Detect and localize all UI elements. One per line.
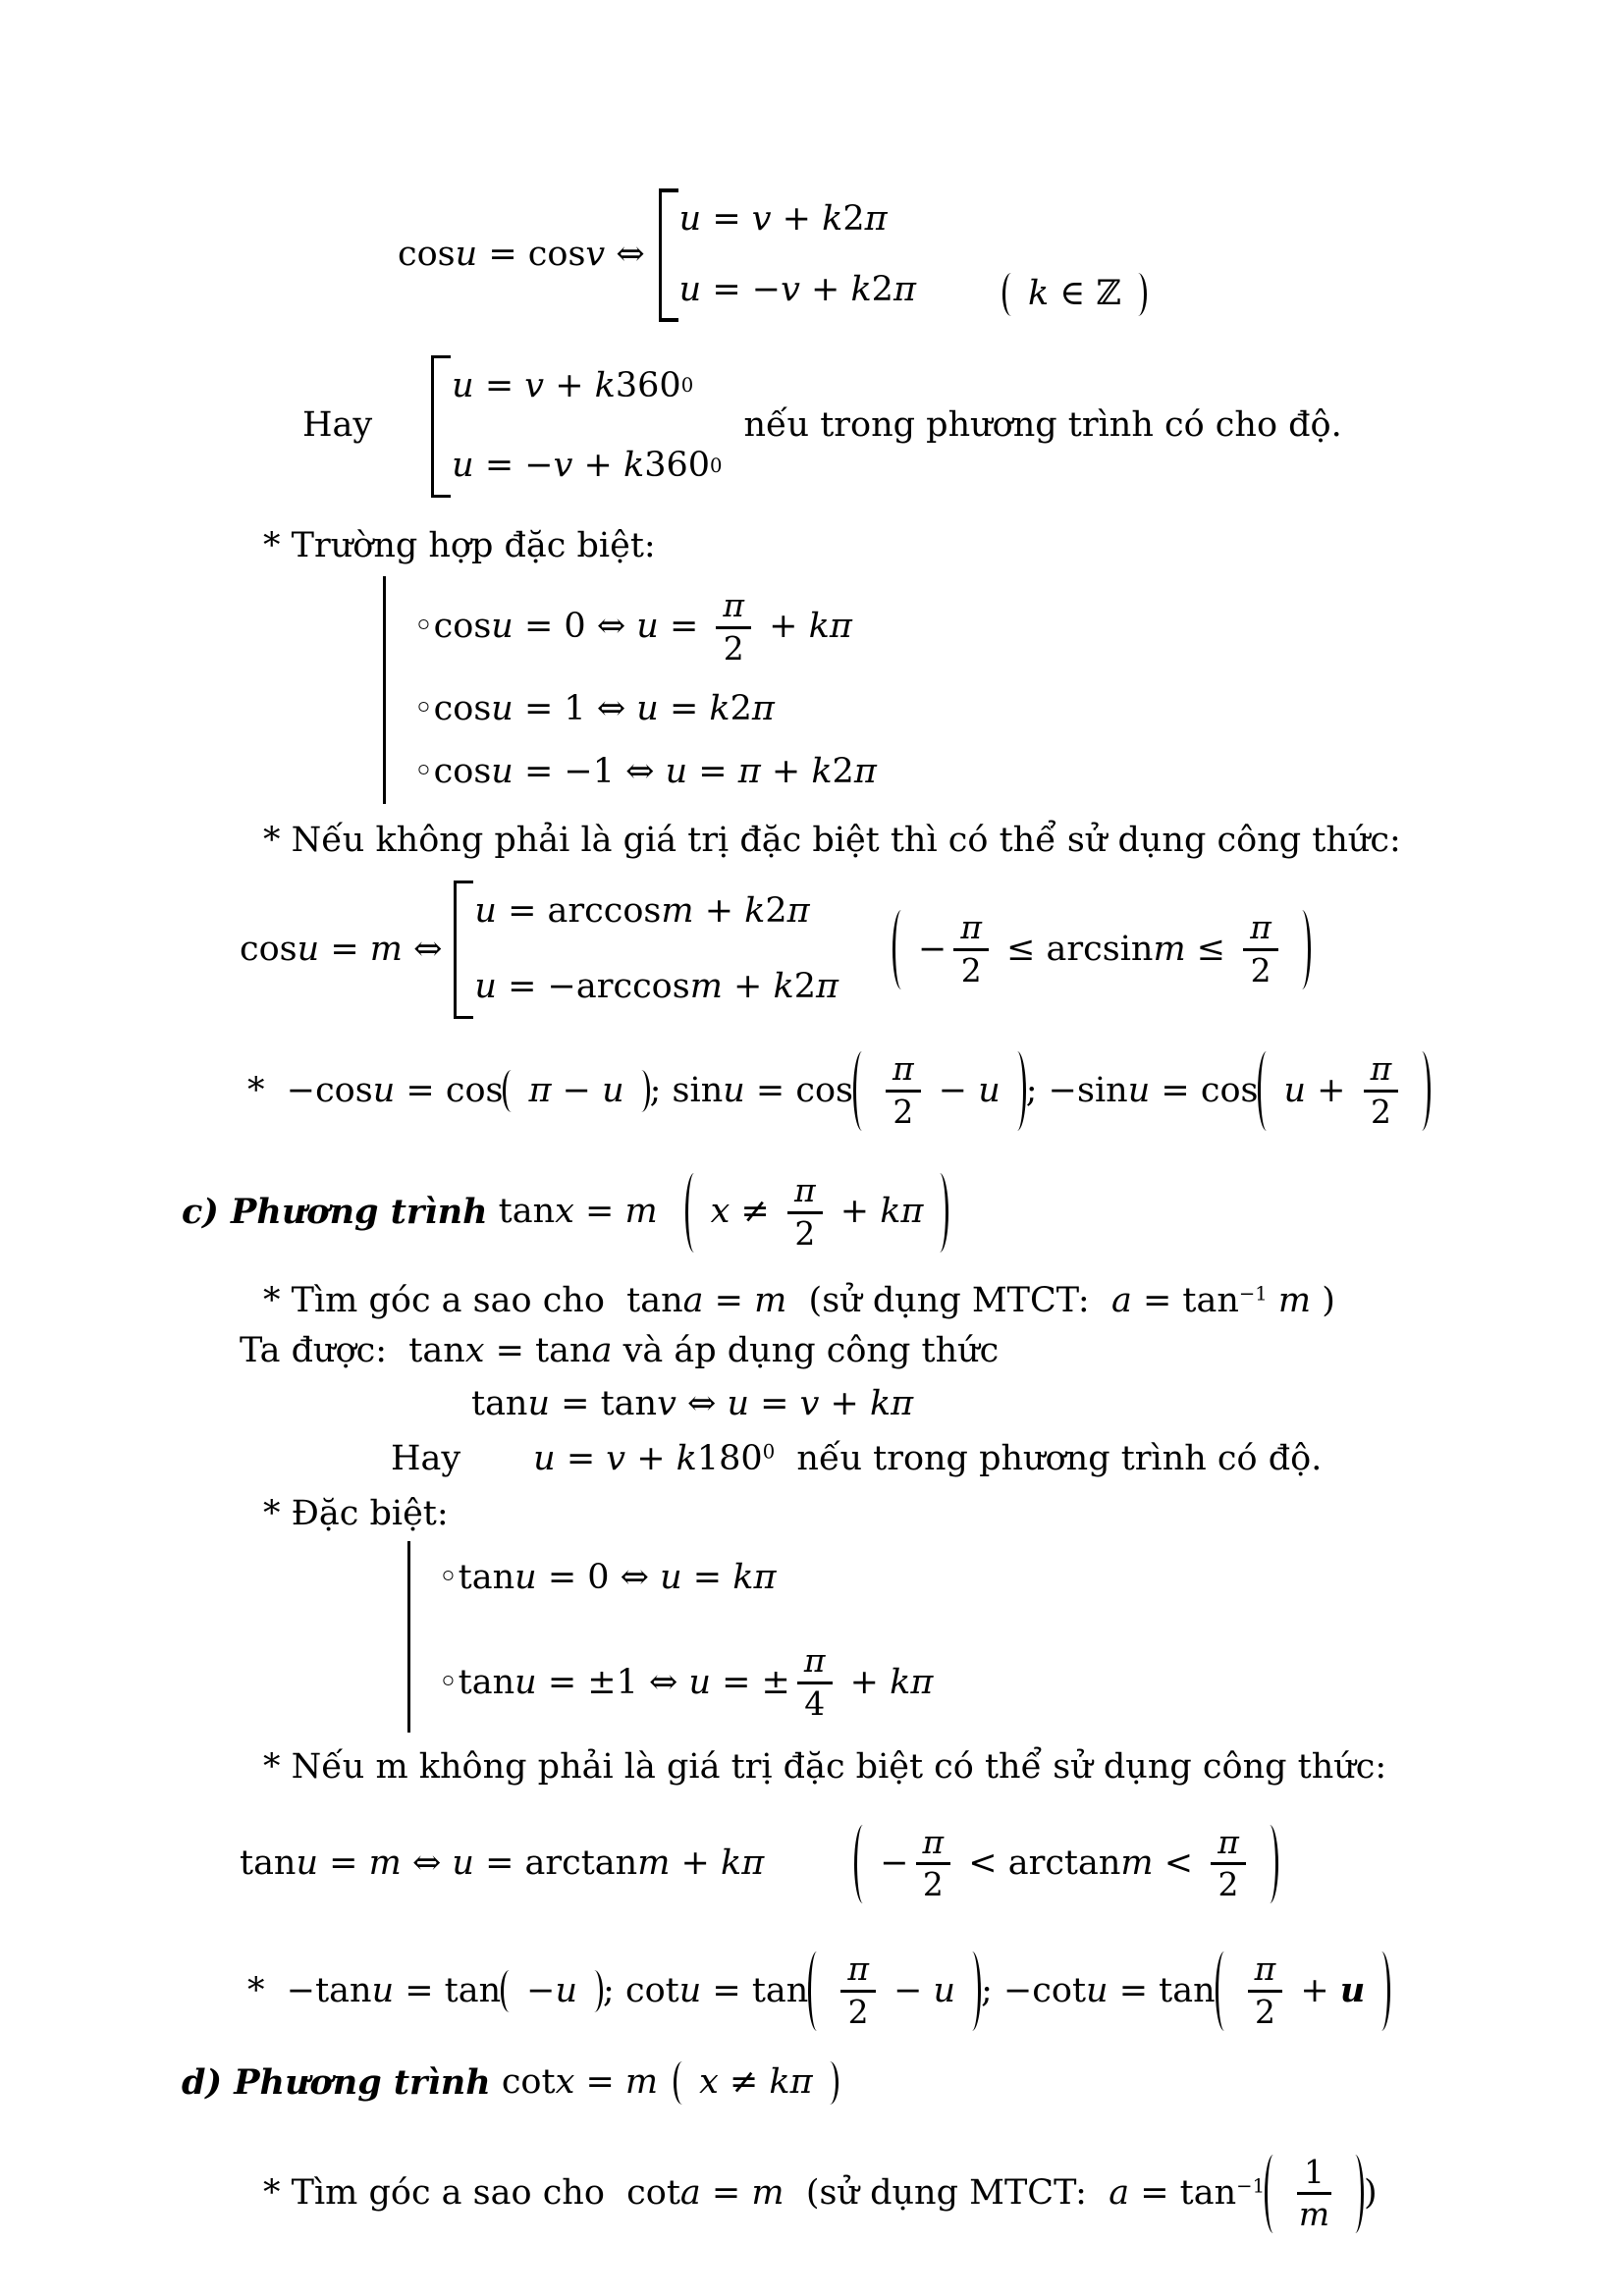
fraction-1-m: $\frac{1}{m}$ bbox=[1298, 2152, 1330, 2234]
special-cases-heading bbox=[263, 525, 1623, 568]
math-run: * −tanu = tan bbox=[247, 1970, 502, 2010]
math-run: Ta được: tanx = tana và áp dụng công thức bbox=[240, 1331, 1000, 1371]
math-run: ◦cosu = −1 ⇔ u = π + k2π bbox=[413, 752, 877, 792]
math-run: tanu = tanv ⇔ u = v + kπ bbox=[471, 1384, 914, 1424]
math-run: − bbox=[880, 1842, 909, 1883]
math-run: cosu = m ⇔ bbox=[240, 929, 443, 969]
math-run: * −cosu = cos bbox=[247, 1070, 504, 1110]
math-run: < arctanm < bbox=[957, 1842, 1205, 1883]
math-run: + kπ bbox=[839, 1662, 934, 1702]
case-row: u = arccos m + k 2 π bbox=[474, 890, 810, 931]
tan-special-cases bbox=[407, 1541, 1623, 1732]
tan-identities bbox=[247, 1945, 1623, 2038]
paren-group bbox=[503, 1063, 649, 1120]
cos-special-cases bbox=[383, 576, 1623, 804]
big-paren-left bbox=[1265, 2155, 1282, 2234]
math-run: + u bbox=[1289, 1970, 1366, 2011]
heading-text: * Đặc biệt: bbox=[263, 1493, 449, 1533]
hay-label: Hay bbox=[302, 405, 373, 446]
big-paren-left bbox=[854, 1825, 872, 1904]
math-run: + kπ bbox=[829, 1192, 924, 1232]
math-run: cotx = m bbox=[490, 2061, 659, 2102]
case-row: u = v + k 2 π bbox=[678, 199, 888, 239]
cases-bracket bbox=[659, 188, 916, 322]
math-run: + kπ bbox=[758, 607, 852, 647]
case-cos-1 bbox=[413, 688, 1623, 731]
arctan-range-condition bbox=[854, 1811, 1278, 1918]
big-paren-left bbox=[1216, 1951, 1233, 2031]
math-run: − u bbox=[882, 1970, 956, 2010]
math-run: * Tìm góc a sao cho tana = m (sử dụng MTCT: $a = \tan^{-1} m$ ) bbox=[263, 1280, 1335, 1320]
cos-identities bbox=[247, 1044, 1623, 1138]
section-c-heading bbox=[182, 1159, 1623, 1266]
math-run: −u bbox=[526, 1970, 578, 2010]
cases-bracket bbox=[454, 881, 839, 1020]
fraction-pi-2: $\frac{\pi}{2}$ bbox=[1243, 910, 1278, 989]
big-paren-right bbox=[1346, 2155, 1364, 2234]
paren-group bbox=[808, 1945, 981, 2038]
big-paren-right bbox=[585, 1970, 603, 2013]
math-run: $u = v + k180^0$ nếu trong phương trình có độ. bbox=[533, 1438, 1323, 1478]
big-paren-right bbox=[821, 2061, 839, 2105]
big-paren-left bbox=[853, 1051, 871, 1131]
find-angle-cot bbox=[263, 2148, 1623, 2241]
big-paren-left bbox=[685, 1173, 703, 1253]
formula-tan-general bbox=[471, 1383, 1623, 1426]
paren-group bbox=[853, 1044, 1026, 1138]
case-row: u = v + k 360 0 bbox=[452, 365, 694, 405]
big-paren-left bbox=[893, 910, 910, 989]
big-paren-left bbox=[503, 1070, 520, 1113]
math-run: k ∈ ℤ bbox=[1027, 273, 1121, 313]
paren-group bbox=[501, 1963, 603, 2020]
math-run: − bbox=[918, 929, 947, 969]
fraction-pi-2: $\frac{\pi}{2}$ bbox=[1364, 1051, 1399, 1131]
case-row: u = −arccos m + k 2 π bbox=[474, 967, 839, 1007]
big-paren-left bbox=[674, 2061, 691, 2105]
fraction-pi-2: $\frac{\pi}{2}$ bbox=[716, 588, 751, 667]
math-run: ◦tanu = ±1 ⇔ u = ± bbox=[438, 1662, 790, 1702]
math-run: ; −sinu = cos bbox=[1025, 1070, 1259, 1110]
formula-arccos bbox=[240, 881, 1623, 1020]
case-cos-0 bbox=[413, 585, 1623, 667]
fraction-pi-2: $\frac{\pi}{2}$ bbox=[840, 1951, 876, 2031]
degree-note: nếu trong phương trình có cho độ. bbox=[743, 405, 1342, 446]
math-run: * Tìm góc a sao cho cota = m (sử dụng MTCT: $a = \tan^{-1}$ bbox=[263, 2173, 1266, 2214]
k-integer-note bbox=[1002, 269, 1147, 320]
big-paren-right bbox=[1293, 910, 1311, 989]
hay-label: Hay bbox=[391, 1438, 461, 1478]
big-paren-right bbox=[931, 1173, 948, 1253]
math-run: ◦tanu = 0 ⇔ u = kπ bbox=[438, 1558, 777, 1598]
find-angle-tan bbox=[263, 1280, 1623, 1323]
math-run: cosu = cosv ⇔ bbox=[398, 234, 645, 274]
math-run: x ≠ kπ bbox=[699, 2061, 813, 2102]
case-tan-0 bbox=[438, 1557, 1623, 1600]
note-text: * Nếu không phải là giá trị đặc biệt thì có thể sử dụng công thức: bbox=[263, 820, 1401, 860]
closing-paren: ) bbox=[1363, 2173, 1378, 2214]
formula-arctan bbox=[240, 1811, 1623, 1918]
cases-bracket bbox=[431, 355, 722, 499]
heading-text: * Trường hợp đặc biệt: bbox=[263, 526, 656, 565]
section-label: d) Phương trình bbox=[182, 2061, 491, 2103]
math-run: tanx = m bbox=[487, 1192, 658, 1232]
arccos-note bbox=[263, 820, 1623, 863]
fraction-pi-2: $\frac{\pi}{2}$ bbox=[1211, 1825, 1246, 1904]
big-paren-left bbox=[808, 1951, 826, 2031]
big-paren-right bbox=[1413, 1051, 1431, 1131]
fraction-pi-2: $\frac{\pi}{2}$ bbox=[787, 1173, 823, 1253]
math-run: − u bbox=[927, 1070, 1001, 1110]
formula-tan-degrees bbox=[391, 1438, 1623, 1481]
paren-group bbox=[1216, 1945, 1391, 2038]
paren-group bbox=[1265, 2148, 1364, 2241]
section-d-heading bbox=[182, 2057, 1623, 2109]
math-run: ◦cosu = 0 ⇔ u = bbox=[413, 607, 710, 647]
tan-special-heading bbox=[263, 1493, 1623, 1536]
fraction-pi-4: $\frac{\pi}{4}$ bbox=[797, 1643, 833, 1723]
math-run: tanu = m ⇔ u = arctanm + kπ bbox=[240, 1842, 765, 1883]
paren-group bbox=[1258, 1044, 1431, 1138]
math-run: u + bbox=[1283, 1070, 1357, 1110]
case-cos-neg1 bbox=[413, 751, 1623, 794]
math-run: ; sinu = cos bbox=[649, 1070, 854, 1110]
case-tan-pm1 bbox=[438, 1643, 1623, 1723]
note-text: * Nếu m không phải là giá trị đặc biệt có thể sử dụng công thức: bbox=[263, 1746, 1387, 1787]
arcsin-range-condition bbox=[893, 896, 1311, 1003]
formula-cos-general bbox=[398, 188, 1623, 322]
section-label: c) Phương trình bbox=[182, 1192, 488, 1233]
math-run: x ≠ bbox=[710, 1192, 781, 1232]
case-row: u = − v + k 2 π bbox=[678, 269, 916, 309]
big-paren-left bbox=[501, 1970, 518, 2013]
arctan-note bbox=[263, 1746, 1623, 1789]
fraction-pi-2: $\frac{\pi}{2}$ bbox=[886, 1051, 921, 1131]
math-run: ◦cosu = 1 ⇔ u = k2π bbox=[413, 689, 775, 729]
domain-condition bbox=[674, 2057, 839, 2109]
big-paren-right bbox=[1129, 273, 1147, 316]
big-paren-right bbox=[1008, 1051, 1026, 1131]
domain-condition bbox=[685, 1159, 949, 1266]
big-paren-right bbox=[632, 1070, 650, 1113]
math-run: ; −cotu = tan bbox=[981, 1970, 1216, 2010]
fraction-pi-2: $\frac{\pi}{2}$ bbox=[953, 910, 989, 989]
big-paren-right bbox=[963, 1951, 981, 2031]
ta-duoc-line bbox=[240, 1330, 1623, 1373]
big-paren-left bbox=[1002, 273, 1020, 316]
big-paren-left bbox=[1258, 1051, 1275, 1131]
fraction-pi-2: $\frac{\pi}{2}$ bbox=[916, 1825, 951, 1904]
case-row: u = − v + k 360 0 bbox=[452, 446, 723, 486]
formula-cos-degrees bbox=[302, 355, 1623, 499]
big-paren-right bbox=[1261, 1825, 1278, 1904]
math-run: ≤ arcsinm ≤ bbox=[995, 929, 1237, 969]
fraction-pi-2: $\frac{\pi}{2}$ bbox=[1248, 1951, 1283, 2031]
math-run: π − u bbox=[528, 1070, 624, 1110]
big-paren-right bbox=[1373, 1951, 1390, 2031]
math-run: ; cotu = tan bbox=[603, 1970, 809, 2010]
